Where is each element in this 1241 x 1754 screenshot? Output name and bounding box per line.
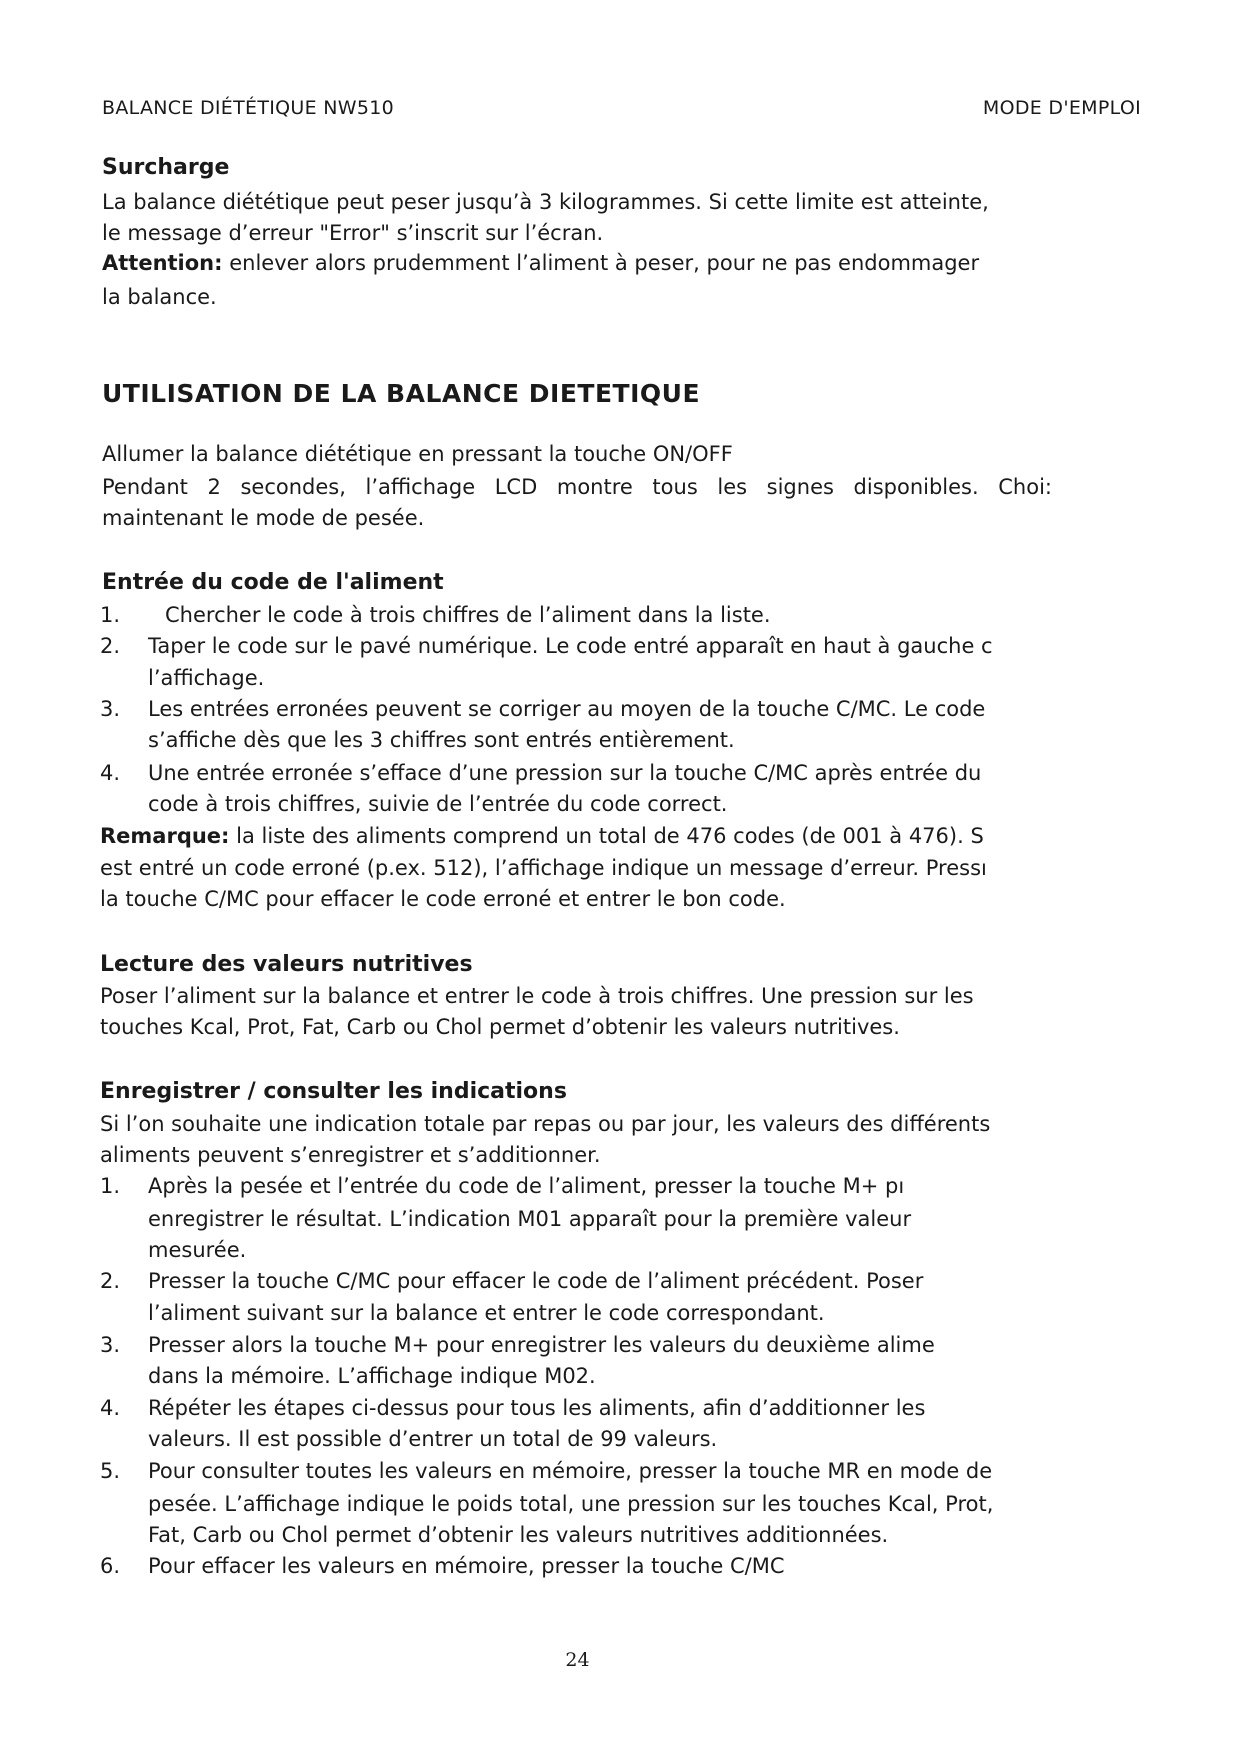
paragraph-line: est entré un code erroné (p.ex. 512), l’affichage indique un message d’erreur. Pressı — [100, 856, 987, 880]
paragraph-line: La balance diététique peut peser jusqu’à 3 kilogrammes. Si cette limite est atteinte, — [102, 190, 989, 214]
word: secondes, — [240, 475, 346, 499]
list-number: 4. — [100, 761, 121, 785]
list-number: 3. — [100, 1333, 121, 1357]
list-number: 1. — [100, 1174, 121, 1198]
attention-label: Attention: — [102, 251, 223, 275]
list-number: 3. — [100, 697, 121, 721]
header-title: BALANCE DIÉTÉTIQUE NW510 — [102, 97, 395, 119]
list-number: 5. — [100, 1459, 121, 1483]
remarque-label: Remarque: — [100, 824, 230, 848]
paragraph-line: Poser l’aliment sur la balance et entrer le code à trois chiffres. Une pression sur les — [100, 984, 974, 1008]
list-item-line: Après la pesée et l’entrée du code de l’aliment, presser la touche M+ pı — [148, 1174, 905, 1198]
heading-utilisation: UTILISATION DE LA BALANCE DIETETIQUE — [102, 379, 701, 408]
word: Choi: — [998, 475, 1052, 499]
paragraph-line: le message d’erreur "Error" s’inscrit sur l’écran. — [102, 221, 604, 245]
list-item-line: Chercher le code à trois chiffres de l’aliment dans la liste. — [165, 603, 771, 627]
list-item-line: code à trois chiffres, suivie de l’entrée du code correct. — [148, 792, 728, 816]
word: Pendant — [102, 475, 188, 499]
word: tous — [652, 475, 698, 499]
remarque-line — [100, 824, 984, 848]
paragraph-line: aliments peuvent s’enregistrer et s’additionner. — [100, 1143, 601, 1167]
word: l’affichage — [365, 475, 476, 499]
section-title-enregistrer: Enregistrer / consulter les indications — [100, 1079, 567, 1104]
word: les — [717, 475, 748, 499]
list-item-line: Pour consulter toutes les valeurs en mémoire, presser la touche MR en mode de — [148, 1459, 993, 1483]
list-item-line: Taper le code sur le pavé numérique. Le code entré apparaît en haut à gauche c — [148, 634, 993, 658]
word: disponibles. — [853, 475, 979, 499]
paragraph-line: Allumer la balance diététique en pressant la touche ON/OFF — [102, 442, 733, 466]
paragraph-line: maintenant le mode de pesée. — [102, 506, 425, 530]
list-item-line: Presser la touche C/MC pour effacer le code de l’aliment précédent. Poser — [148, 1269, 924, 1293]
paragraph-line: la touche C/MC pour effacer le code erroné et entrer le bon code. — [100, 887, 786, 911]
list-item-line: enregistrer le résultat. L’indication M01 apparaît pour la première valeur — [148, 1207, 912, 1231]
justified-line — [102, 475, 1052, 499]
paragraph-line: la balance. — [102, 285, 217, 309]
section-title-entree: Entrée du code de l'aliment — [102, 570, 444, 595]
list-item-line: dans la mémoire. L’affichage indique M02. — [148, 1364, 596, 1388]
word: montre — [556, 475, 633, 499]
attention-line — [102, 251, 979, 275]
list-number: 2. — [100, 1269, 121, 1293]
word: signes — [766, 475, 834, 499]
list-item-line: l’affichage. — [148, 666, 265, 690]
header-mode: MODE D'EMPLOI — [982, 97, 1141, 119]
list-number: 2. — [100, 634, 121, 658]
list-item-line: l’aliment suivant sur la balance et entrer le code correspondant. — [148, 1301, 825, 1325]
list-number: 1. — [100, 603, 121, 627]
list-item-line: Les entrées erronées peuvent se corriger au moyen de la touche C/MC. Le code — [148, 697, 986, 721]
list-item-line: pesée. L’affichage indique le poids total, une pression sur les touches Kcal, Prot, — [148, 1492, 994, 1516]
page-number: 24 — [565, 1649, 590, 1671]
list-item-line: Presser alors la touche M+ pour enregistrer les valeurs du deuxième alime — [148, 1333, 935, 1357]
section-title-lecture: Lecture des valeurs nutritives — [100, 952, 473, 977]
list-number: 4. — [100, 1396, 121, 1420]
list-item-line: Une entrée erronée s’efface d’une pression sur la touche C/MC après entrée du — [148, 761, 982, 785]
list-number: 6. — [100, 1554, 121, 1578]
paragraph-line: touches Kcal, Prot, Fat, Carb ou Chol permet d’obtenir les valeurs nutritives. — [100, 1015, 900, 1039]
list-item-line: mesurée. — [148, 1238, 247, 1262]
attention-text: enlever alors prudemment l’aliment à peser, pour ne pas endommager — [222, 251, 980, 275]
word: 2 — [207, 475, 221, 499]
list-item-line: s’affiche dès que les 3 chiffres sont entrés entièrement. — [148, 728, 735, 752]
word: LCD — [494, 475, 538, 499]
list-item-line: Répéter les étapes ci-dessus pour tous les aliments, afin d’additionner les — [148, 1396, 926, 1420]
list-item-line: valeurs. Il est possible d’entrer un total de 99 valeurs. — [148, 1427, 718, 1451]
paragraph-line: Si l’on souhaite une indication totale par repas ou par jour, les valeurs des différents — [100, 1112, 991, 1136]
list-item-line: Pour effacer les valeurs en mémoire, presser la touche C/MC — [148, 1554, 785, 1578]
remarque-text: la liste des aliments comprend un total de 476 codes (de 001 à 476). S — [229, 824, 984, 848]
list-item-line: Fat, Carb ou Chol permet d’obtenir les valeurs nutritives additionnées. — [148, 1523, 889, 1547]
section-title-surcharge: Surcharge — [102, 155, 230, 180]
